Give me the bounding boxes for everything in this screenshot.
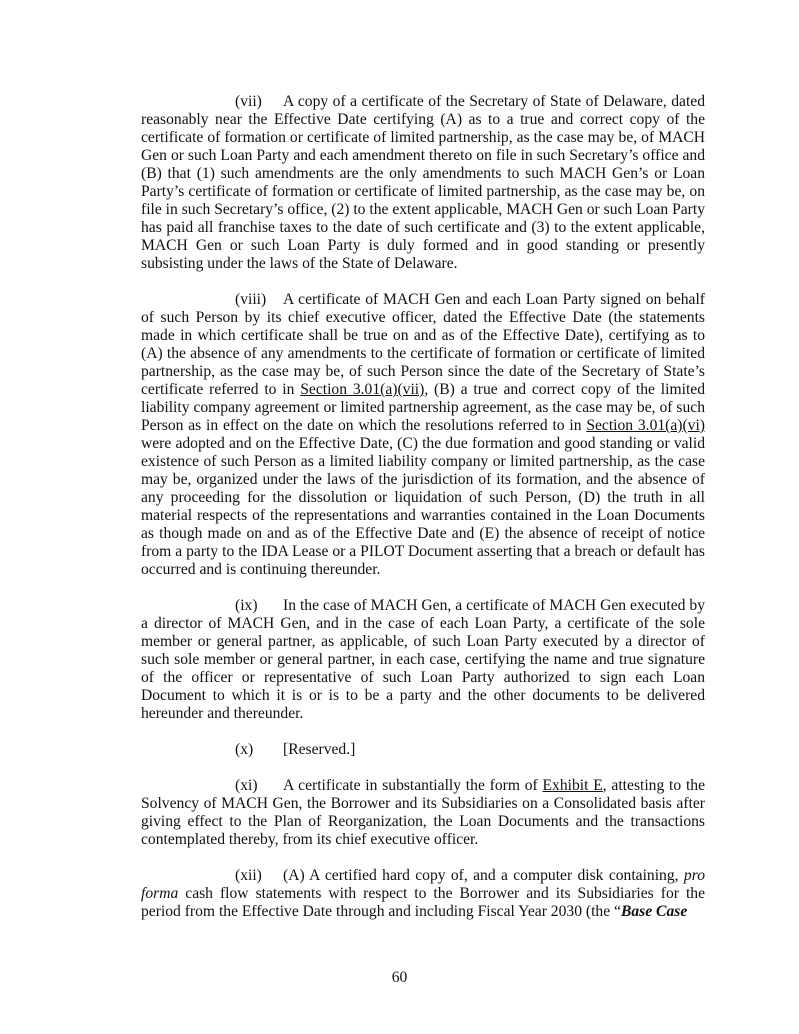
defined-term: Base Case	[620, 903, 688, 920]
paragraph-text: , (B) a true and correct copy of the limited liability company agreement or limited partnership agreement, as the case may be, of such Person as in effect on the date on which the resolutions referred to in	[141, 381, 705, 434]
paragraph-label: (x)	[235, 741, 254, 758]
paragraph-text: A copy of a certificate of the Secretary of State of Delaware, dated reasonably near the Effective Date certifying (A) as to a true and correct copy of the certificate of formation or certificate of limited partnership, as the case may be, of MACH Gen or such Loan Party and each amendment thereto on file in such Secretary’s office and (B) that (1) such amendments are the only amendments to such MACH Gen’s or Loan Party’s certificate of formation or certificate of limited partnership, as the case may be, on file in such Secretary’s office, (2) to the extent applicable, MACH Gen or such Loan Party has paid all franchise taxes to the date of such certificate and (3) to the extent applicable, MACH Gen or such Loan Party is duly formed and in good standing or presently subsisting under the laws of the State of Delaware.	[141, 93, 705, 272]
paragraph-label: (viii)	[235, 291, 267, 308]
paragraph-text: were adopted and on the Effective Date, (C) the due formation and good standing or valid existence of such Person as a limited liability company or limited partnership, as the case may be, organized under the laws of the jurisdiction of its formation, and the absence of any proceeding for the dissolution or liquidation of such Person, (D) the truth in all material respects of the representations and warranties contained in the Loan Documents as though made on and as of the Effective Date and (E) the absence of receipt of notice from a party to the IDA Lease or a PILOT Document asserting that a breach or default has occurred and is continuing thereunder.	[141, 435, 705, 578]
page-number: 60	[391, 969, 408, 986]
paragraph-x	[141, 741, 705, 759]
paragraph-viii	[141, 291, 705, 579]
exhibit-reference-link: Exhibit E	[542, 777, 603, 794]
paragraph-ix	[141, 597, 705, 723]
paragraph-text: cash flow statements with respect to the Borrower and its Subsidiaries for the period from the Effective Date through and including Fiscal Year 2030 (the “	[141, 885, 705, 920]
paragraph-label: (ix)	[235, 597, 258, 614]
paragraph-text: A certificate in substantially the form of	[283, 777, 543, 794]
section-reference-link: Section 3.01(a)(vii)	[300, 381, 425, 398]
paragraph-vii	[141, 93, 705, 273]
paragraph-text: (A) A certified hard copy of, and a computer disk containing,	[283, 867, 684, 884]
paragraph-label: (xi)	[235, 777, 258, 794]
paragraph-label: (vii)	[235, 93, 262, 110]
paragraph-xi	[141, 777, 705, 849]
paragraph-text: A certificate of MACH Gen and each Loan Party signed on behalf of such Person by its chief executive officer, dated the Effective Date (the statements made in which certificate shall be true on and as of the Effective Date), certifying as to (A) the absence of any amendments to the certificate of formation or certificate of limited partnership, as the case may be, of such Person since the date of the Secretary of State’s certificate referred to in	[141, 291, 705, 398]
document-page	[141, 93, 705, 921]
paragraph-text: , attesting to the Solvency of MACH Gen, the Borrower and its Subsidiaries on a Consolidated basis after giving effect to the Plan of Reorganization, the Loan Documents and the transactions contemplated thereby, from its chief executive officer.	[141, 777, 706, 848]
paragraph-label: (xii)	[235, 867, 262, 884]
paragraph-text: [Reserved.]	[283, 741, 356, 758]
italic-term: pro forma	[141, 867, 705, 902]
section-reference-link: Section 3.01(a)(vi)	[586, 417, 705, 434]
paragraph-xii	[141, 867, 705, 921]
paragraph-text: In the case of MACH Gen, a certificate of MACH Gen executed by a director of MACH Gen, and in the case of each Loan Party, a certificate of the sole member or general partner, as applicable, of such Loan Party executed by a director of such sole member or general partner, in each case, certifying the name and true signature of the officer or representative of such Loan Party authorized to sign each Loan Document to which it is or is to be a party and the other documents to be delivered hereunder and thereunder.	[141, 597, 705, 722]
